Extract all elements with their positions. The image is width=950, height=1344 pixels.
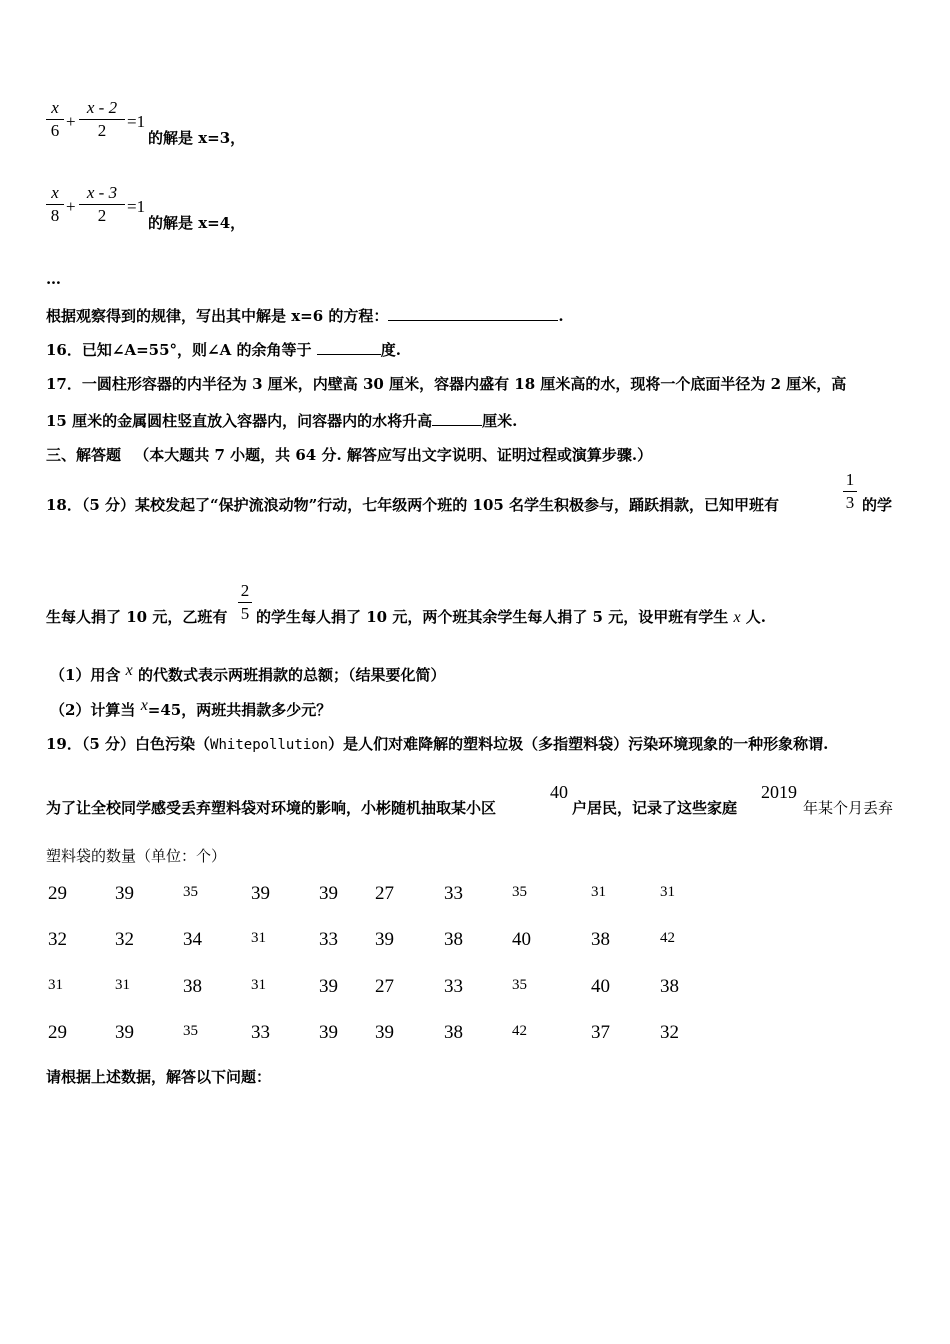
question-18-part-2	[50, 699, 331, 720]
year-2019: 2019	[761, 782, 797, 802]
plus-sign: +	[66, 197, 76, 216]
denominator: 5	[240, 604, 250, 623]
table-cell: 37	[591, 1022, 610, 1043]
table-cell: 34	[183, 929, 202, 950]
table-cell: 42	[512, 1023, 527, 1039]
part-2-label: （2）计算当	[50, 701, 136, 719]
table-cell: 31	[251, 977, 266, 993]
denominator: 2	[97, 206, 107, 225]
question-18-line-1: 18．（5 分）某校发起了“保护流浪动物”行动，七年级两个班的 105 名学生积极参与，踊跃捐款，已知甲班有	[46, 496, 780, 514]
answer-blank[interactable]	[317, 354, 381, 355]
numerator: x	[51, 98, 59, 117]
numerator: x	[51, 183, 59, 202]
section-3-header	[46, 444, 652, 465]
data-caption: 塑料袋的数量（单位：个）	[46, 847, 227, 865]
table-cell: 29	[48, 883, 67, 904]
part-1-label: （1）用含	[50, 666, 121, 684]
closing-instruction: 请根据上述数据，解答以下问题：	[46, 1068, 272, 1086]
table-cell: 39	[115, 1022, 134, 1043]
ellipsis: …	[46, 270, 61, 288]
plus-sign: +	[66, 112, 76, 131]
table-cell: 35	[183, 1023, 198, 1039]
table-cell: 31	[251, 930, 266, 946]
numerator: 1	[845, 470, 855, 489]
table-cell: 40	[591, 976, 610, 997]
fraction	[79, 183, 125, 226]
equals-one: =1	[127, 197, 146, 216]
fraction	[79, 98, 125, 141]
table-cell: 33	[251, 1022, 270, 1043]
question-19-line-2-start: 为了让全校同学感受丢弃塑料袋对环境的影响，小彬随机抽取某小区	[46, 799, 497, 817]
table-cell: 27	[375, 883, 394, 904]
denominator: 8	[50, 206, 60, 225]
question-18-line-2-end: 人.	[745, 608, 767, 626]
table-cell: 32	[48, 929, 67, 950]
table-cell: 39	[319, 976, 338, 997]
table-cell: 31	[48, 977, 63, 993]
part-2-text: =45，两班共捐款多少元？	[147, 701, 332, 719]
question-17-line-2	[46, 410, 517, 431]
question-18-part-1	[50, 664, 446, 685]
question-18-text: 的学生每人捐了 10 元，两个班其余学生每人捐了 5 元，设甲班有学生	[256, 608, 729, 626]
number-40: 40	[550, 782, 568, 802]
question-17-text: 15 厘米的金属圆柱竖直放入容器内，问容器内的水将升高	[46, 412, 433, 430]
question-16-text: 16．已知∠A=55°，则∠A 的余角等于	[46, 341, 312, 359]
table-cell: 39	[375, 929, 394, 950]
numerator: 2	[240, 581, 250, 600]
equation-solution-text: 的解是 x=3，	[148, 129, 246, 147]
table-cell: 33	[444, 883, 463, 904]
table-cell: 39	[319, 883, 338, 904]
fraction	[46, 98, 64, 141]
table-cell: 35	[183, 884, 198, 900]
table-cell: 31	[660, 884, 675, 900]
denominator: 3	[845, 493, 855, 512]
equation-2	[46, 183, 266, 239]
question-16-unit: 度.	[380, 341, 401, 359]
table-cell: 33	[319, 929, 338, 950]
numerator: x - 2	[86, 98, 118, 117]
table-cell: 32	[115, 929, 134, 950]
table-cell: 38	[660, 976, 679, 997]
table-cell: 31	[115, 977, 130, 993]
question-19-line-2-mid: 户居民，记录了这些家庭	[572, 799, 738, 817]
answer-blank[interactable]	[388, 320, 558, 321]
table-cell: 35	[512, 977, 527, 993]
question-17-unit: 厘米.	[482, 412, 518, 430]
equation-solution-text: 的解是 x=4，	[148, 214, 246, 232]
section-description: （本大题共 7 小题，共 64 分. 解答应写出文字说明、证明过程或演算步骤.）	[134, 446, 653, 464]
rule-question-text: 根据观察得到的规律，写出其中解是 x=6 的方程：	[46, 307, 389, 325]
period: .	[558, 307, 564, 325]
equals-one: =1	[127, 112, 146, 131]
table-cell: 42	[660, 930, 675, 946]
equation-1	[46, 98, 266, 154]
table-cell: 39	[319, 1022, 338, 1043]
table-cell: 31	[591, 884, 606, 900]
question-19-line-2-end: 年某个月丢弃	[803, 799, 894, 817]
denominator: 2	[97, 121, 107, 140]
question-16	[46, 339, 401, 360]
table-cell: 32	[660, 1022, 679, 1043]
table-cell: 40	[512, 929, 531, 950]
answer-blank[interactable]	[432, 425, 482, 426]
part-1-text: 的代数式表示两班捐款的总额；（结果要化简）	[138, 666, 446, 684]
question-18-line-2	[256, 606, 766, 627]
table-cell: 38	[444, 929, 463, 950]
variable-x: x	[125, 662, 133, 679]
fraction-two-fifths	[238, 581, 252, 624]
table-cell: 38	[183, 976, 202, 997]
table-cell: 27	[375, 976, 394, 997]
section-title: 三、解答题	[46, 446, 122, 464]
question-17-line-1: 17．一圆柱形容器的内半径为 3 厘米，内壁高 30 厘米，容器内盛有 18 厘米高的水，现将一个底面半径为 2 厘米，高	[46, 375, 847, 393]
question-18-line-2-start: 生每人捐了 10 元，乙班有	[46, 608, 228, 626]
variable-x: x	[140, 697, 148, 714]
table-cell: 39	[251, 883, 270, 904]
question-18-line-1-end: 的学	[862, 496, 893, 514]
fraction-one-third	[843, 470, 857, 513]
variable-x: x	[733, 609, 741, 626]
table-cell: 39	[375, 1022, 394, 1043]
question-19-line-1	[46, 733, 828, 754]
fraction	[46, 183, 64, 226]
english-term: Whitepollution	[210, 737, 329, 753]
question-19-text: 19．（5 分）白色污染（	[46, 735, 211, 753]
table-cell: 39	[115, 883, 134, 904]
question-19-text-end: ）是人们对难降解的塑料垃圾（多指塑料袋）污染环境现象的一种形象称谓.	[328, 735, 829, 753]
table-cell: 38	[444, 1022, 463, 1043]
table-cell: 38	[591, 929, 610, 950]
numerator: x - 3	[86, 183, 118, 202]
table-cell: 29	[48, 1022, 67, 1043]
table-cell: 33	[444, 976, 463, 997]
table-cell: 35	[512, 884, 527, 900]
denominator: 6	[50, 121, 60, 140]
rule-question	[46, 305, 564, 326]
